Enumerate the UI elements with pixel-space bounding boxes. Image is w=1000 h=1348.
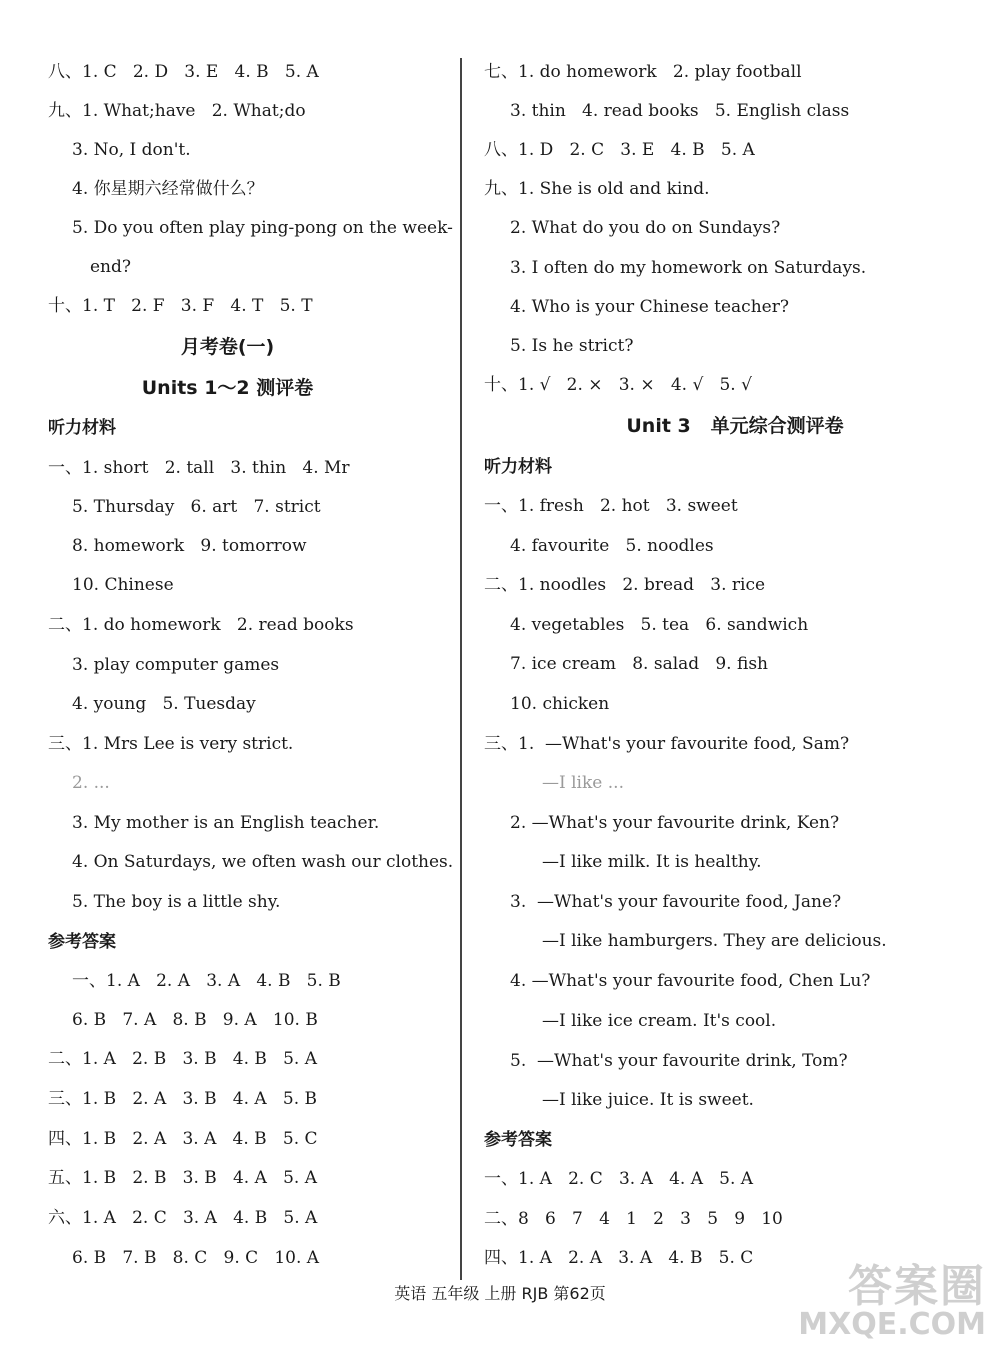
answer-line: —I like hamburgers. They are delicious. (542, 931, 887, 951)
answer-line: 3. My mother is an English teacher. (72, 813, 380, 833)
answer-line: end? (90, 257, 132, 277)
answer-line: 4. —What's your favourite food, Chen Lu? (510, 971, 871, 991)
answer-line: 四、1. A 2. A 3. A 4. B 5. C (484, 1248, 754, 1268)
answer-line: 三、1. —What's your favourite food, Sam? (484, 734, 850, 754)
answer-line: 4. young 5. Tuesday (72, 694, 256, 714)
answer-line: 4. vegetables 5. tea 6. sandwich (510, 615, 809, 635)
answer-line: —I like milk. It is healthy. (542, 852, 762, 872)
watermark (798, 1250, 986, 1342)
answer-line: 7. ice cream 8. salad 9. fish (510, 654, 769, 674)
answer-line: 十、1. T 2. F 3. F 4. T 5. T (48, 296, 313, 316)
column-divider (460, 58, 462, 1280)
answer-line: 五、1. B 2. B 3. B 4. A 5. A (48, 1168, 317, 1188)
answer-line: 5. Thursday 6. art 7. strict (72, 497, 321, 517)
answer-line: 10. chicken (510, 694, 610, 714)
answer-line: 一、1. A 2. C 3. A 4. A 5. A (484, 1169, 754, 1189)
section-heading: 参考答案 (484, 1130, 552, 1150)
section-title: 月考卷(一) (180, 336, 275, 358)
answer-line: 九、1. What;have 2. What;do (48, 101, 306, 121)
answer-line: 九、1. She is old and kind. (484, 179, 710, 199)
answer-line: 二、8 6 7 4 1 2 3 5 9 10 (484, 1209, 783, 1229)
watermark-site: MXQE.COM (798, 1307, 986, 1342)
answer-line: —I like ice cream. It's cool. (542, 1011, 777, 1031)
answer-line: 一、1. fresh 2. hot 3. sweet (484, 496, 738, 516)
answer-line: 3. I often do my homework on Saturdays. (510, 258, 867, 278)
answer-line: 5. Is he strict? (510, 336, 634, 356)
section-title: Unit 3 单元综合测评卷 (626, 415, 844, 437)
answer-line: 4. Who is your Chinese teacher? (510, 297, 789, 317)
answer-line: 5. Do you often play ping-pong on the week- (72, 218, 453, 238)
answer-line: 三、1. Mrs Lee is very strict. (48, 734, 294, 754)
answer-line: 三、1. B 2. A 3. B 4. A 5. B (48, 1089, 317, 1109)
answer-line: —I like juice. It is sweet. (542, 1090, 754, 1110)
answer-line: 8. homework 9. tomorrow (72, 536, 307, 556)
answer-line: 5. The boy is a little shy. (72, 892, 281, 912)
answer-line: 10. Chinese (72, 575, 174, 595)
answer-line: 二、1. noodles 2. bread 3. rice (484, 575, 766, 595)
section-heading: 参考答案 (48, 932, 116, 952)
answer-line: 二、1. do homework 2. read books (48, 615, 354, 635)
answer-line: 四、1. B 2. A 3. A 4. B 5. C (48, 1129, 318, 1149)
answer-line: 3. —What's your favourite food, Jane? (510, 892, 842, 912)
watermark-logo: 答案圈 (848, 1261, 986, 1312)
section-heading: 听力材料 (484, 457, 552, 477)
answer-line: 3. thin 4. read books 5. English class (510, 101, 850, 121)
answer-line: 2. —What's your favourite drink, Ken? (510, 813, 840, 833)
answer-line: 5. —What's your favourite drink, Tom? (510, 1051, 848, 1071)
answer-line: 十、1. √ 2. × 3. × 4. √ 5. √ (484, 375, 752, 395)
answer-line: 6. B 7. A 8. B 9. A 10. B (72, 1010, 318, 1030)
answer-line: 6. B 7. B 8. C 9. C 10. A (72, 1248, 320, 1268)
answer-line: 4. favourite 5. noodles (510, 536, 714, 556)
answer-line: 2. What do you do on Sundays? (510, 218, 781, 238)
answer-line: 4. 你星期六经常做什么？ (72, 179, 264, 199)
answer-line: 一、1. short 2. tall 3. thin 4. Mr (48, 458, 350, 478)
answer-line: 一、1. A 2. A 3. A 4. B 5. B (72, 971, 341, 991)
answer-line: 2. ... (72, 773, 110, 793)
answer-line: 七、1. do homework 2. play football (484, 62, 802, 82)
answer-line: 六、1. A 2. C 3. A 4. B 5. A (48, 1208, 318, 1228)
answer-line: 3. No, I don't. (72, 140, 191, 160)
page-footer: 英语 五年级 上册 RJB 第62页 (394, 1284, 606, 1303)
answer-line: —I like ... (542, 773, 624, 793)
answer-line: 二、1. A 2. B 3. B 4. B 5. A (48, 1049, 317, 1069)
section-heading: 听力材料 (48, 418, 116, 438)
answer-line: 3. play computer games (72, 655, 280, 675)
section-subtitle: Units 1～2 测评卷 (141, 377, 314, 399)
answer-line: 4. On Saturdays, we often wash our clothes. (72, 852, 454, 872)
answer-line: 八、1. C 2. D 3. E 4. B 5. A (48, 62, 319, 82)
answer-line: 八、1. D 2. C 3. E 4. B 5. A (484, 140, 755, 160)
